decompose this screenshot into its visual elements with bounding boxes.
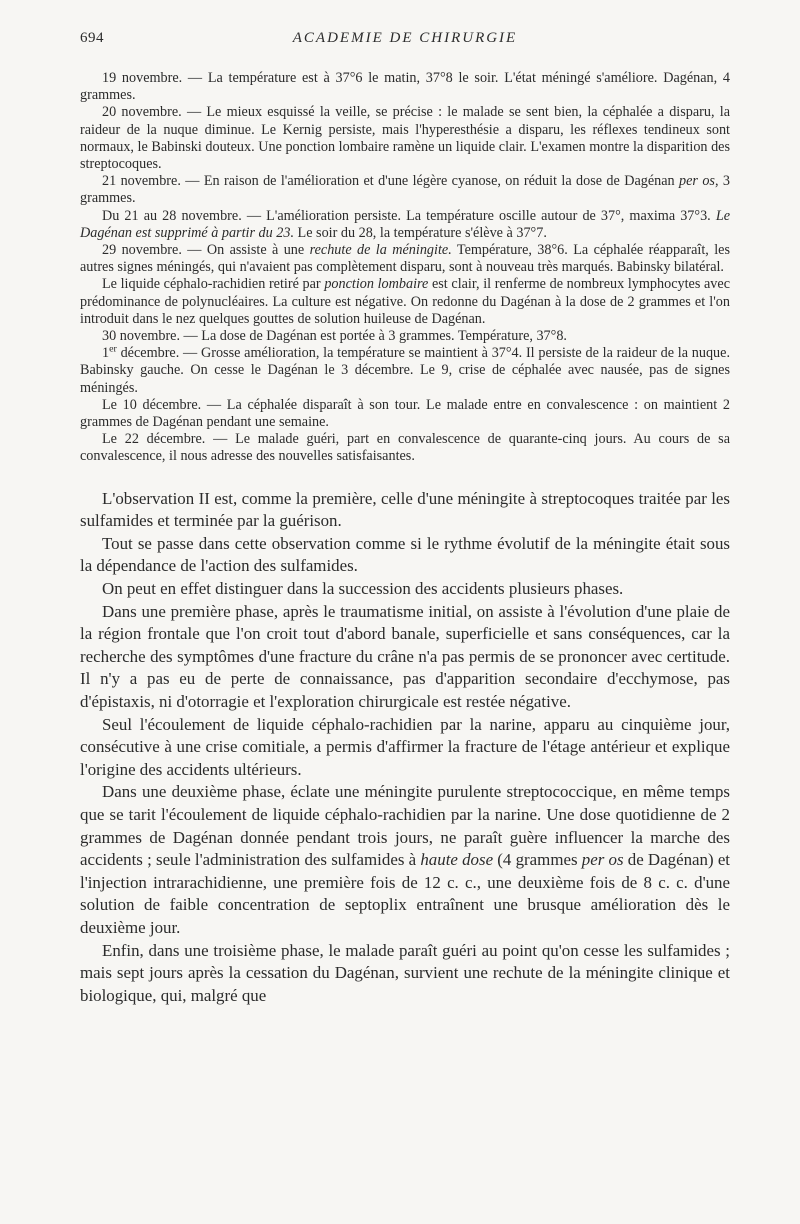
text-segment: décembre. — Grosse amélioration, la température se maintient à 37°4. Il persiste de la raideur de la nuque. Babinsky gauche. On cesse le Dagénan le 3 décembre. Le 9, crise de céphalée avec nausée, pas de signes méningés. bbox=[80, 345, 730, 396]
text-segment: L'observation II est, comme la première, celle d'une méningite à streptocoques traitée par les sulfamides et terminée par la guérison. bbox=[80, 488, 730, 531]
page-number: 694 bbox=[80, 30, 104, 46]
superscript-text: er bbox=[109, 343, 117, 355]
text-segment: 19 novembre. — La température est à 37°6 le matin, 37°8 le soir. L'état méningé s'améliore. Dagénan, 4 grammes. bbox=[80, 70, 730, 104]
note-paragraph bbox=[80, 397, 730, 431]
text-segment: est clair, il renferme de nombreux lymphocytes avec prédominance de polynucléaires. La culture est négative. On redonne du Dagénan à la dose de 2 grammes et l'on introduit dans le nez quelques gouttes de solution huileuse de Dagénan. bbox=[80, 276, 730, 327]
note-paragraph bbox=[80, 345, 730, 397]
text-segment: 1 bbox=[102, 345, 110, 362]
text-segment: Dans une deuxième phase, éclate une méningite purulente streptococcique, en même temps que se tarit l'écoulement de liquide céphalo-rachidien par la narine. Une dose quotidienne de 2 grammes de Dagénan donnée pendant trois jours, ne paraît guère influencer la marche des accidents ; seule l'administration des sulfamides à bbox=[80, 782, 730, 870]
text-segment: Tout se passe dans cette observation comme si le rythme évolutif de la méningite était sous la dépendance de l'action des sulfamides. bbox=[80, 533, 730, 576]
note-paragraph bbox=[80, 173, 730, 207]
text-segment: 29 novembre. — On assiste à une bbox=[102, 242, 310, 259]
note-paragraph bbox=[80, 104, 730, 173]
text-segment: de Dagénan) et l'injection intrarachidienne, une première fois de 12 c. c., une deuxième fois de 8 c. c. d'une solution de faible concentration de septoplix entraînent une brusque amélioration dès le deuxième jour. bbox=[80, 850, 731, 937]
text-segment: Le 10 décembre. — La céphalée disparaît à son tour. Le malade entre en convalescence : on maintient 2 grammes de Dagénan pendant une semaine. bbox=[80, 396, 730, 431]
discussion-paragraph bbox=[80, 940, 730, 1008]
text-segment: Le 22 décembre. — Le malade guéri, part en convalescence de quarante-cinq jours. Au cours de sa convalescence, il nous adresse des nouvelles satisfaisantes. bbox=[80, 431, 730, 465]
italic-text: per os bbox=[581, 850, 624, 870]
note-paragraph bbox=[80, 70, 730, 104]
text-segment: 21 novembre. — En raison de l'amélioration et d'une légère cyanose, on réduit la dose de Dagénan bbox=[102, 173, 680, 190]
text-segment: Le soir du 28, la température s'élève à 37°7. bbox=[294, 224, 547, 241]
case-notes bbox=[80, 70, 730, 466]
text-segment: (4 grammes bbox=[493, 850, 582, 870]
italic-text: Le Dagénan est supprimé à partir du 23. bbox=[80, 207, 730, 241]
discussion-paragraph bbox=[80, 781, 730, 939]
italic-text: per os bbox=[679, 173, 715, 190]
note-paragraph bbox=[80, 242, 730, 276]
text-segment: Le liquide céphalo-rachidien retiré par bbox=[102, 276, 325, 293]
discussion-paragraph bbox=[80, 601, 730, 714]
discussion-paragraph bbox=[80, 488, 730, 533]
text-segment: Dans une première phase, après le traumatisme initial, on assiste à l'évolution d'une plaie de la région frontale que l'on croit tout d'abord banale, superficielle et sans conséquences, car la recherche des symptômes d'une fracture du crâne n'a pas permis de se prononcer avec certitude. Il n'y a pas eu de perte de connaissance, pas d'apparition secondaire d'ecchymose, pas d'épistaxis, ni d'otorragie et l'exploration chirurgicale est restée négative. bbox=[80, 601, 730, 712]
note-paragraph bbox=[80, 276, 730, 328]
text-segment: Enfin, dans une troisième phase, le malade paraît guéri au point qu'on cesse les sulfamides ; mais sept jours après la cessation du Dagénan, survient une rechute de la méningite clinique et biologique, qui, malgré que bbox=[80, 940, 730, 1005]
note-paragraph bbox=[80, 328, 730, 345]
case-discussion bbox=[80, 488, 730, 1008]
text-segment: 20 novembre. — Le mieux esquissé la veille, se précise : le malade se sent bien, la céphalée a disparu, la raideur de la nuque diminue. Le Kernig persiste, mais l'hyperesthésie a disparu, les réflexes tendineux sont normaux, le Babinski douteux. Une ponction lombaire ramène un liquide clair. L'examen montre la disparition des streptocoques. bbox=[80, 104, 730, 173]
text-segment: On peut en effet distinguer dans la succession des accidents plusieurs phases. bbox=[102, 579, 624, 599]
page-header bbox=[80, 30, 730, 52]
page bbox=[80, 30, 730, 1007]
text-segment: , 3 grammes. bbox=[80, 173, 731, 207]
italic-text: rechute de la méningite. bbox=[309, 242, 452, 259]
discussion-paragraph bbox=[80, 578, 730, 601]
note-paragraph bbox=[80, 208, 730, 242]
note-paragraph bbox=[80, 431, 730, 465]
text-segment: Du 21 au 28 novembre. — L'amélioration persiste. La température oscille autour de 37°, maxima 37°3. bbox=[102, 207, 716, 224]
discussion-paragraph bbox=[80, 533, 730, 578]
text-segment: 30 novembre. — La dose de Dagénan est portée à 3 grammes. Température, 37°8. bbox=[102, 328, 567, 345]
italic-text: haute dose bbox=[420, 850, 494, 870]
running-head: ACADEMIE DE CHIRURGIE bbox=[292, 30, 518, 46]
text-segment: Seul l'écoulement de liquide céphalo-rachidien par la narine, apparu au cinquième jour, consécutive à une crise comitiale, a permis d'affirmer la fracture de l'étage antérieur et explique l'origine des accidents ultérieurs. bbox=[80, 714, 730, 779]
italic-text: ponction lombaire bbox=[324, 276, 429, 293]
discussion-paragraph bbox=[80, 714, 730, 782]
text-segment: Température, 38°6. La céphalée réapparaît, les autres signes méningés, qui n'avaient pas complètement disparu, sont à nouveau très marqués. Babinsky bilatéral. bbox=[80, 242, 730, 276]
